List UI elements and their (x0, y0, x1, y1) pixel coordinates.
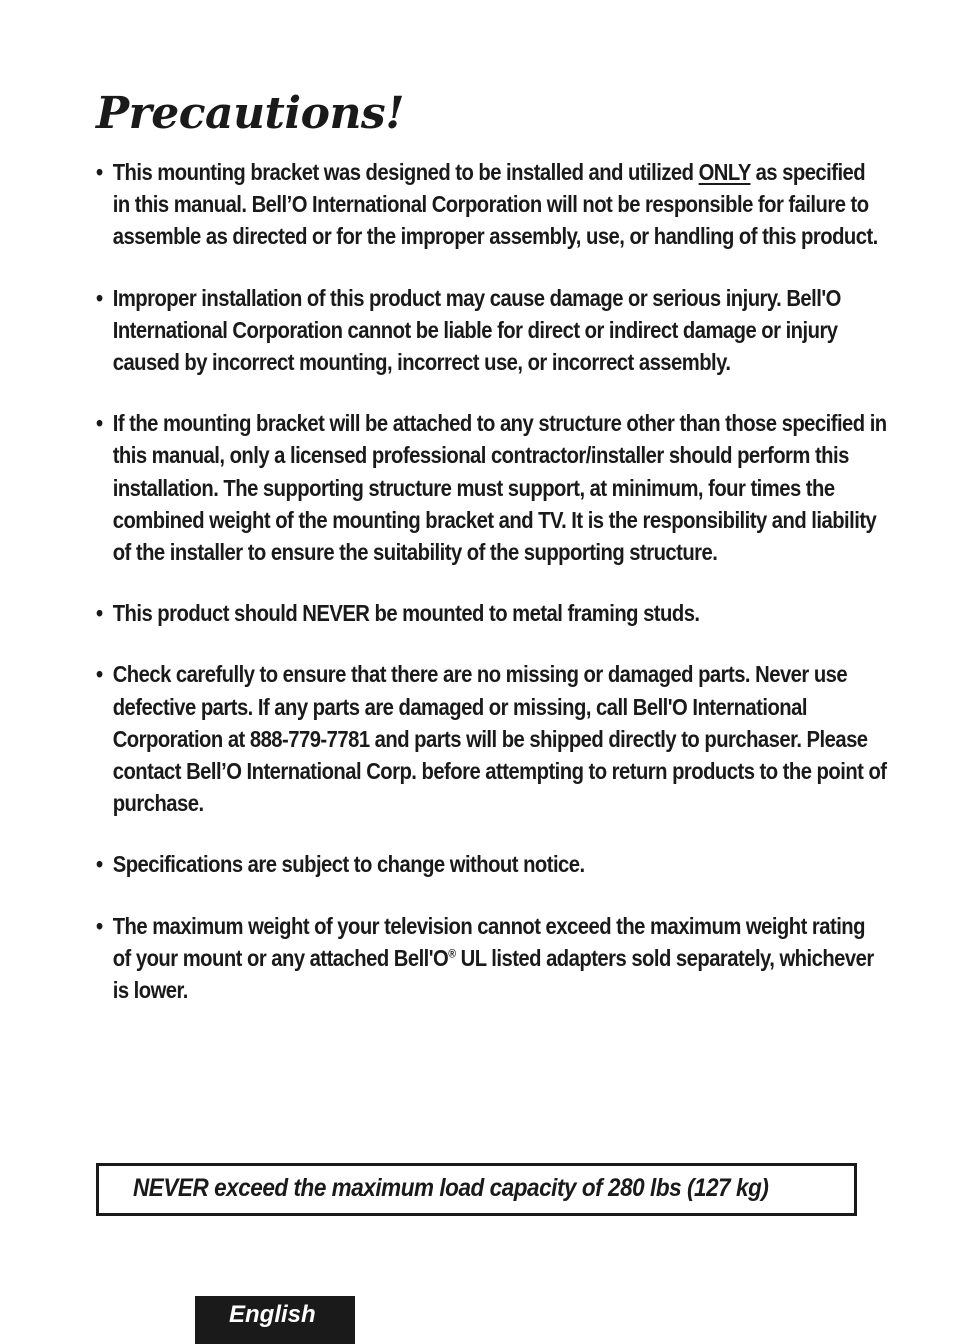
precaution-item-max-weight (96, 910, 887, 1007)
precaution-text: Specifications are subject to change without notice. (112, 851, 585, 878)
precaution-text: If the mounting bracket will be attached to any structure other than those specified in this manual, only a licensed professional contractor/installer should perform this installation. The supporting structure must support, at minimum, four times the combined weight of the mounting bracket and TV. It is the responsibility and liability of the installer to ensure the suitability of the supporting structure. (112, 410, 887, 566)
precaution-item-improper-installation (96, 282, 887, 379)
bullet: • (96, 851, 103, 878)
bullet: • (96, 284, 103, 311)
precaution-item-install-only (96, 156, 887, 253)
precaution-text: Check carefully to ensure that there are no missing or damaged parts. Never use defective parts. If any parts are damaged or missing, call Bell'O International Corporation at 888-779-7781 and parts will be shipped directly to purchaser. Please contact Bell’O International Corp. before attempting to return products to the point of purchase. (112, 661, 887, 817)
precaution-item-metal-studs (96, 597, 887, 629)
bullet: • (96, 159, 103, 185)
language-tab (195, 1296, 355, 1344)
registered-mark: ® (448, 946, 456, 961)
page-title: Precautions! (96, 88, 405, 139)
bullet: • (96, 410, 103, 437)
precaution-item-other-structure (96, 407, 887, 568)
only-emphasis: ONLY (698, 159, 751, 185)
precaution-text-after: UL listed adapters sold separately, whichever is lower. (112, 944, 874, 1004)
precaution-text: This product should NEVER be mounted to metal framing studs. (112, 600, 700, 627)
load-capacity-warning-box (96, 1163, 857, 1216)
precaution-text-before: This mounting bracket was designed to be installed and utilized (112, 159, 699, 185)
precaution-text: Improper installation of this product may cause damage or serious injury. Bell'O International Corporation cannot be liable for direct or indirect damage or injury caused by incorrect mounting, incorrect use, or incorrect assembly. (112, 284, 841, 376)
precaution-text (113, 913, 874, 1003)
bullet: • (96, 661, 103, 688)
precaution-item-specifications (96, 848, 887, 880)
load-capacity-warning: NEVER exceed the maximum load capacity of 280 lbs (127 kg) (133, 1174, 769, 1202)
precaution-text (113, 159, 878, 249)
precautions-list (96, 156, 887, 1035)
language-label: English (229, 1301, 316, 1328)
bullet: • (96, 912, 103, 939)
precaution-item-check-parts (96, 658, 887, 819)
bullet: • (96, 600, 103, 627)
precaution-text-after: as specified in this manual. Bell’O International Corporation will not be responsible for failure to assemble as directed or for the improper assembly, use, or handling of this product. (112, 159, 878, 250)
precaution-text-before: The maximum weight of your television cannot exceed the maximum weight rating of your mount or any attached Bell'O (112, 912, 865, 971)
